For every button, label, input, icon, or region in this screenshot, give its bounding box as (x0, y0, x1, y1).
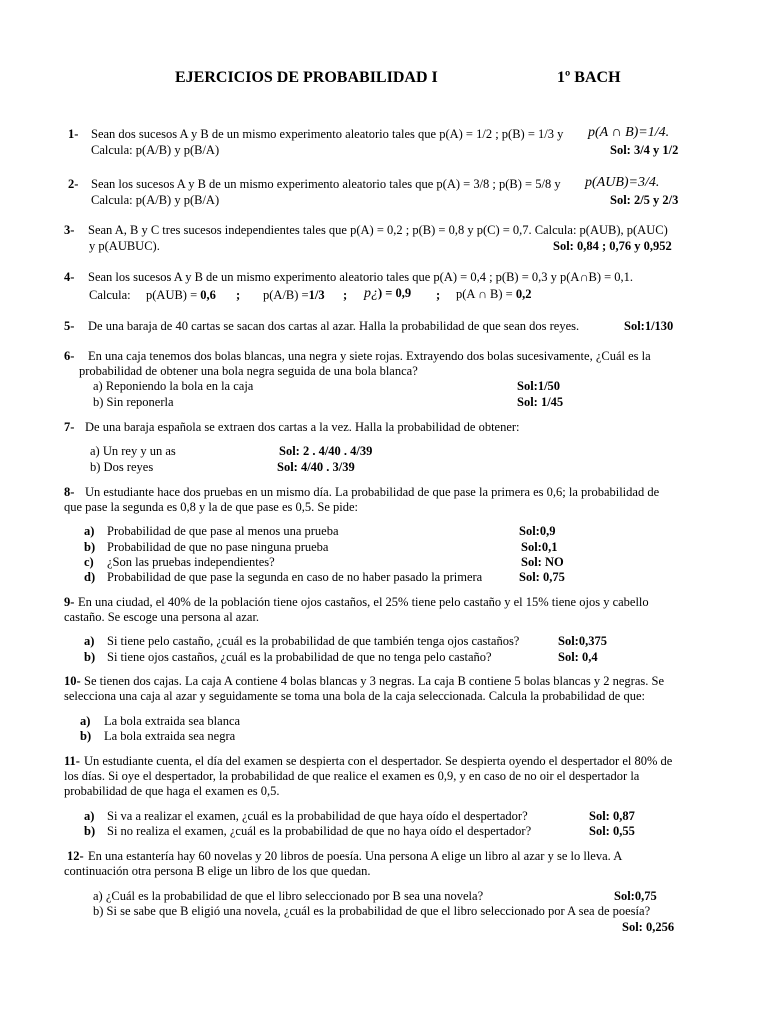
exercise-text: Sean dos sucesos A y B de un mismo experimento aleatorio tales que p(A) = 1/2 ; p(B) = 1/3 y (91, 127, 564, 141)
item-text: Si tiene ojos castaños, ¿cuál es la probabilidad de que no tenga pelo castaño? (107, 650, 492, 664)
exercise-number: 10- (64, 674, 81, 688)
solution: Sol:1/50 (517, 379, 561, 393)
solution: Sol: 0,256 (622, 920, 675, 934)
separator: ; (343, 288, 348, 302)
item-label: a) (84, 634, 95, 648)
item-a: a) Reponiendo la bola en la caja (93, 379, 254, 393)
item-text: ¿Son las pruebas independientes? (107, 555, 275, 569)
item-label: a) (80, 714, 91, 728)
item-label: b) (84, 650, 96, 664)
item-label: c) (84, 555, 94, 569)
solution: Sol:0,1 (521, 540, 558, 554)
solution: Sol: NO (521, 555, 564, 569)
item-text: Si tiene pelo castaño, ¿cuál es la probabilidad de que también tenga ojos castaños? (107, 634, 520, 648)
exercise-number: 5- (64, 319, 75, 333)
solution: Sol: 0,4 (558, 650, 598, 664)
calc-item-3: p¿) = 0,9 (364, 286, 412, 301)
solution: Sol: 0,87 (589, 809, 635, 823)
item-label: b) (84, 540, 96, 554)
solution: Sol: 4/40 . 3/39 (277, 460, 355, 474)
solution: Sol:0,9 (519, 524, 556, 538)
item-label: d) (84, 570, 96, 584)
calc-line: Calcula: p(A/B) y p(B/A) (91, 143, 220, 157)
exercise-text: Sean los sucesos A y B de un mismo experimento aleatorio tales que p(A) = 0,4 ; p(B) = 0,3 y p(A∩B) = 0,1. (88, 270, 634, 284)
calc-item-1: p(AUB) = 0,6 (146, 288, 216, 302)
calc-label: Calcula: (89, 288, 131, 302)
item-text: La bola extraida sea negra (104, 729, 236, 743)
exercise-text-cont: castaño. Se escoge una persona al azar. (64, 610, 260, 624)
exercise-text-cont: y p(AUBUC). (89, 239, 160, 253)
formula: p(A ∩ B)=1/4. (588, 125, 670, 140)
solution: Sol: 2/5 y 2/3 (610, 193, 679, 207)
item-a: a) Un rey y un as (90, 444, 176, 458)
exercise-text-cont: continuación otra persona B elige un libro de los que quedan. (64, 864, 371, 878)
solution: Sol: 0,84 ; 0,76 y 0,952 (553, 239, 672, 253)
item-b: b) Si se sabe que B eligió una novela, ¿cuál es la probabilidad de que el libro seleccionado por A sea de poesía? (93, 904, 651, 918)
exercise-number: 12- (67, 849, 84, 863)
exercise-text: Se tienen dos cajas. La caja A contiene 4 bolas blancas y 3 negras. La caja B contiene 5 bolas blancas y 2 negras. Se (84, 674, 665, 688)
exercise-number: 1- (68, 127, 79, 141)
course-label: 1º BACH (557, 69, 621, 86)
exercise-number: 8- (64, 485, 75, 499)
solution: Sol: 0,75 (519, 570, 565, 584)
item-label: a) (84, 524, 95, 538)
exercise-text: En una estantería hay 60 novelas y 20 libros de poesía. Una persona A elige un libro al azar y se lo lleva. A (88, 849, 623, 863)
solution: Sol: 3/4 y 1/2 (610, 143, 679, 157)
item-text: Probabilidad de que pase al menos una prueba (107, 524, 339, 538)
item-b: b) Sin reponerla (93, 395, 174, 409)
separator: ; (236, 288, 241, 302)
item-text: Probabilidad de que no pase ninguna prueba (107, 540, 329, 554)
exercise-text: En una caja tenemos dos bolas blancas, una negra y siete rojas. Extrayendo dos bolas sucesivamente, ¿Cuál es la (88, 349, 651, 363)
exercise-text-cont: que pase la segunda es 0,8 y la de que pase es 0,5. Se pide: (64, 500, 359, 514)
item-label: a) (84, 809, 95, 823)
exercise-text: Sean A, B y C tres sucesos independientes tales que p(A) = 0,2 ; p(B) = 0,8 y p(C) = 0,7. Calcula: p(AUB), p(AUC) (88, 223, 668, 237)
exercise-text-cont: los días. Si oye el despertador, la probabilidad de que realice el examen es 0,9, y en caso de no oir el despertador la (64, 769, 640, 783)
exercise-text-cont: probabilidad de obtener una bola negra seguida de una bola blanca? (79, 364, 418, 378)
calc-item-4: p(A ∩ B) = 0,2 (456, 287, 532, 301)
item-label: b) (84, 824, 96, 838)
solution: Sol: 0,55 (589, 824, 635, 838)
solution: Sol:0,375 (558, 634, 607, 648)
exercise-number: 9- (64, 595, 75, 609)
item-text: Si no realiza el examen, ¿cuál es la probabilidad de que no haya oído el despertador? (107, 824, 532, 838)
formula: p(AUB)=3/4. (585, 175, 660, 190)
solution: Sol: 2 . 4/40 . 4/39 (279, 444, 373, 458)
exercise-text: Un estudiante cuenta, el día del examen se despierta con el despertador. Se despierta oyendo el despertador el 80% de (84, 754, 673, 768)
exercise-number: 11- (64, 754, 80, 768)
exercise-text: Un estudiante hace dos pruebas en un mismo día. La probabilidad de que pase la primera es 0,6; la probabilidad de (85, 485, 660, 499)
exercise-text: Sean los sucesos A y B de un mismo experimento aleatorio tales que p(A) = 3/8 ; p(B) = 5/8 y (91, 177, 561, 191)
calc-item-2: p(A/B) =1/3 (263, 288, 325, 302)
solution: Sol:0,75 (614, 889, 657, 903)
exercise-number: 4- (64, 270, 75, 284)
exercise-number: 7- (64, 420, 75, 434)
item-label: b) (80, 729, 92, 743)
item-b: b) Dos reyes (90, 460, 154, 474)
solution: Sol:1/130 (624, 319, 674, 333)
item-text: Probabilidad de que pase la segunda en caso de no haber pasado la primera (107, 570, 483, 584)
separator: ; (436, 288, 441, 302)
item-text: Si va a realizar el examen, ¿cuál es la probabilidad de que haya oído el despertador? (107, 809, 528, 823)
exercise-text: En una ciudad, el 40% de la población tiene ojos castaños, el 25% tiene pelo castaño y el 15% tiene ojos y cabello (78, 595, 649, 609)
exercise-number: 6- (64, 349, 75, 363)
page-title: EJERCICIOS DE PROBABILIDAD I (175, 69, 438, 86)
exercise-text-cont: probabilidad de que haga el examen es 0,5. (64, 784, 280, 798)
exercise-number: 3- (64, 223, 75, 237)
solution: Sol: 1/45 (517, 395, 564, 409)
calc-line: Calcula: p(A/B) y p(B/A) (91, 193, 220, 207)
exercise-text: De una baraja de 40 cartas se sacan dos cartas al azar. Halla la probabilidad de que sean dos reyes. (88, 319, 580, 333)
exercise-text-cont: selecciona una caja al azar y seguidamente se toma una bola de la caja seleccionada. Calcula la probabilidad de que: (64, 689, 645, 703)
item-a: a) ¿Cuál es la probabilidad de que el libro seleccionado por B sea una novela? (93, 889, 484, 903)
exercise-number: 2- (68, 177, 79, 191)
item-text: La bola extraida sea blanca (104, 714, 241, 728)
exercise-text: De una baraja española se extraen dos cartas a la vez. Halla la probabilidad de obtener: (85, 420, 520, 434)
